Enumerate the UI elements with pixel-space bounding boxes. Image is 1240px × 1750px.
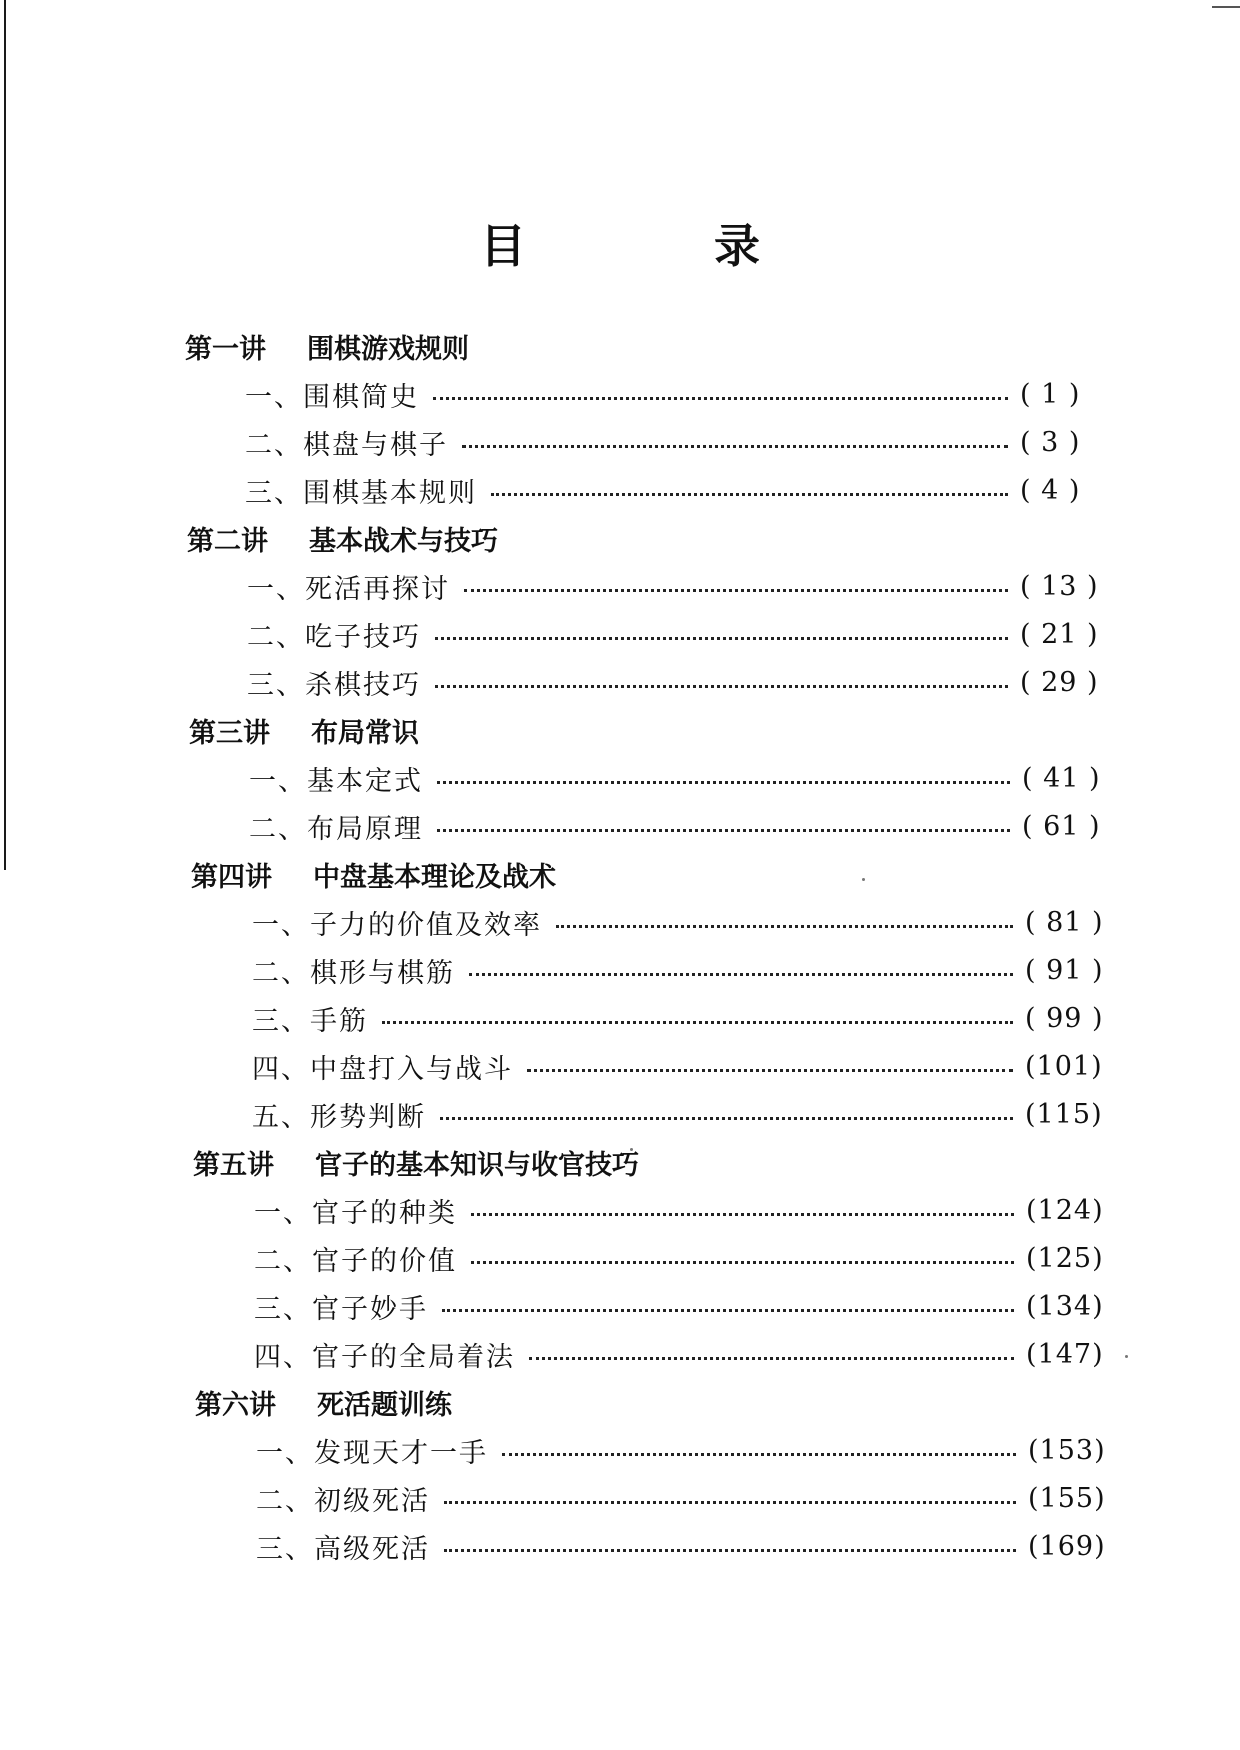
toc-entry[interactable] bbox=[0, 658, 1100, 706]
chapter-number: 第六讲 bbox=[195, 1389, 276, 1421]
entry-label: 三、官子妙手 bbox=[254, 1293, 428, 1325]
entry-page-number: ( 4 ) bbox=[1020, 474, 1081, 506]
entry-label: 二、布局原理 bbox=[249, 813, 423, 845]
dot-leader bbox=[529, 1357, 1014, 1360]
dot-leader bbox=[442, 1309, 1014, 1312]
toc-entry[interactable] bbox=[0, 898, 1105, 946]
chapter-title: 官子的基本知识与收官技巧 bbox=[315, 1149, 639, 1181]
toc-entry[interactable] bbox=[0, 1234, 1106, 1282]
toc-entry[interactable] bbox=[0, 1282, 1106, 1330]
chapter-number: 第五讲 bbox=[193, 1149, 274, 1181]
entry-page-number: (124) bbox=[1026, 1194, 1104, 1226]
toc-entry[interactable] bbox=[0, 754, 1102, 802]
dot-leader bbox=[444, 1501, 1016, 1504]
dot-leader bbox=[462, 445, 1008, 448]
entry-page-number: ( 21 ) bbox=[1020, 618, 1099, 650]
chapter-number: 第四讲 bbox=[191, 861, 272, 893]
chapter-title: 基本战术与技巧 bbox=[309, 525, 498, 557]
entry-label: 二、初级死活 bbox=[256, 1485, 430, 1517]
entry-page-number: (134) bbox=[1026, 1290, 1104, 1322]
toc-entry[interactable] bbox=[0, 1090, 1105, 1138]
table-of-contents bbox=[0, 322, 1240, 1570]
entry-label: 二、棋盘与棋子 bbox=[245, 429, 448, 461]
entry-page-number: (101) bbox=[1025, 1050, 1103, 1082]
entry-label: 三、杀棋技巧 bbox=[247, 669, 421, 701]
entry-label: 五、形势判断 bbox=[252, 1101, 426, 1133]
toc-entry[interactable] bbox=[0, 1474, 1108, 1522]
toc-entry[interactable] bbox=[0, 994, 1105, 1042]
entry-page-number: (155) bbox=[1028, 1482, 1106, 1514]
toc-entry[interactable] bbox=[0, 802, 1102, 850]
dot-leader bbox=[437, 829, 1010, 832]
chapter-number: 第一讲 bbox=[185, 333, 266, 365]
toc-chapter-heading bbox=[0, 514, 1240, 562]
entry-label: 二、官子的价值 bbox=[254, 1245, 457, 1277]
entry-label: 一、围棋简史 bbox=[245, 381, 419, 413]
entry-page-number: ( 91 ) bbox=[1025, 954, 1104, 986]
entry-label: 三、高级死活 bbox=[256, 1533, 430, 1565]
dot-leader bbox=[444, 1549, 1016, 1552]
dot-leader bbox=[464, 589, 1008, 592]
entry-label: 一、发现天才一手 bbox=[256, 1437, 488, 1469]
entry-page-number: ( 1 ) bbox=[1020, 378, 1081, 410]
toc-entry[interactable] bbox=[0, 418, 1100, 466]
entry-page-number: (125) bbox=[1026, 1242, 1104, 1274]
toc-chapter-heading bbox=[0, 850, 1240, 898]
toc-chapter-heading bbox=[0, 1138, 1240, 1186]
toc-entry[interactable] bbox=[0, 562, 1100, 610]
dot-leader bbox=[471, 1213, 1014, 1216]
dot-leader bbox=[382, 1021, 1013, 1024]
chapter-title: 布局常识 bbox=[311, 717, 419, 749]
entry-label: 二、棋形与棋筋 bbox=[252, 957, 455, 989]
entry-page-number: ( 29 ) bbox=[1020, 666, 1099, 698]
page-title: 目 录 bbox=[479, 219, 846, 273]
entry-page-number: ( 3 ) bbox=[1020, 426, 1081, 458]
chapter-number: 第二讲 bbox=[187, 525, 268, 557]
dot-leader bbox=[527, 1069, 1013, 1072]
entry-label: 一、基本定式 bbox=[249, 765, 423, 797]
dot-leader bbox=[440, 1117, 1013, 1120]
entry-page-number: (153) bbox=[1028, 1434, 1106, 1466]
entry-label: 三、手筋 bbox=[252, 1005, 368, 1037]
toc-entry[interactable] bbox=[0, 1042, 1105, 1090]
entry-label: 四、官子的全局着法 bbox=[254, 1341, 515, 1373]
chapter-title: 死活题训练 bbox=[317, 1389, 452, 1421]
entry-label: 三、围棋基本规则 bbox=[245, 477, 477, 509]
dot-leader bbox=[491, 493, 1008, 496]
dot-leader bbox=[437, 781, 1010, 784]
chapter-title: 中盘基本理论及战术 bbox=[313, 861, 556, 893]
toc-entry[interactable] bbox=[0, 370, 1100, 418]
dot-leader bbox=[435, 637, 1008, 640]
entry-label: 一、子力的价值及效率 bbox=[252, 909, 542, 941]
toc-entry[interactable] bbox=[0, 1186, 1106, 1234]
toc-entry[interactable] bbox=[0, 946, 1105, 994]
entry-page-number: ( 61 ) bbox=[1022, 810, 1101, 842]
entry-page-number: (115) bbox=[1025, 1098, 1103, 1130]
chapter-number: 第三讲 bbox=[189, 717, 270, 749]
toc-entry[interactable] bbox=[0, 1330, 1106, 1378]
dot-leader bbox=[502, 1453, 1016, 1456]
toc-chapter-heading bbox=[0, 1378, 1240, 1426]
toc-entry[interactable] bbox=[0, 1426, 1108, 1474]
dot-leader bbox=[433, 397, 1008, 400]
entry-label: 四、中盘打入与战斗 bbox=[252, 1053, 513, 1085]
entry-label: 一、死活再探讨 bbox=[247, 573, 450, 605]
toc-entry[interactable] bbox=[0, 610, 1100, 658]
entry-page-number: ( 99 ) bbox=[1025, 1002, 1104, 1034]
dot-leader bbox=[471, 1261, 1014, 1264]
dot-leader bbox=[435, 685, 1008, 688]
entry-page-number: ( 81 ) bbox=[1025, 906, 1104, 938]
toc-chapter-heading bbox=[0, 706, 1240, 754]
dot-leader bbox=[469, 973, 1013, 976]
scan-corner-mark bbox=[1212, 6, 1240, 8]
entry-page-number: ( 13 ) bbox=[1020, 570, 1099, 602]
entry-page-number: (169) bbox=[1028, 1530, 1106, 1562]
entry-label: 一、官子的种类 bbox=[254, 1197, 457, 1229]
entry-label: 二、吃子技巧 bbox=[247, 621, 421, 653]
entry-page-number: ( 41 ) bbox=[1022, 762, 1101, 794]
chapter-title: 围棋游戏规则 bbox=[307, 333, 469, 365]
toc-chapter-heading bbox=[0, 322, 1240, 370]
entry-page-number: (147) bbox=[1026, 1338, 1104, 1370]
toc-entry[interactable] bbox=[0, 1522, 1108, 1570]
toc-entry[interactable] bbox=[0, 466, 1100, 514]
dot-leader bbox=[556, 925, 1013, 928]
